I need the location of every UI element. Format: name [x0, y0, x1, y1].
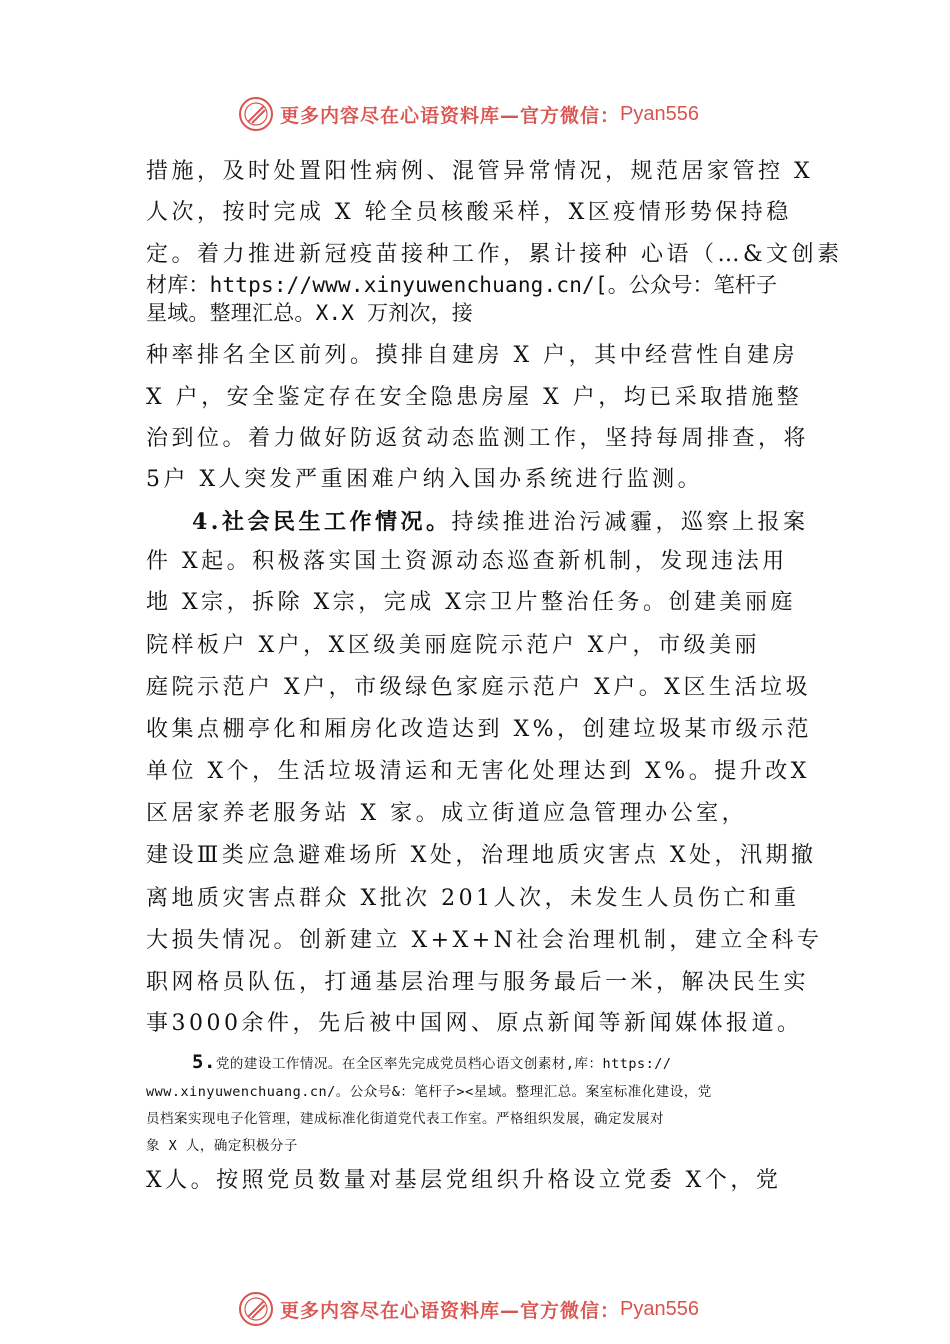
section-4-text: 持续推进治污减霾，巡察上报案 — [451, 510, 809, 535]
text-line: 单位 X个，生活垃圾清运和无害化处理达到 X%。提升改X — [146, 759, 810, 784]
logo-icon — [238, 1291, 274, 1327]
small-text-line: www.xinyuwenchuang.cn/。公众号&：笔杆子><星域。整理汇总。案室标准化建设，党 — [146, 1084, 712, 1100]
text-line: 区居家养老服务站 X 家。成立街道应急管理办公室， — [146, 801, 748, 826]
text-line: 地 X宗，拆除 X宗，完成 X宗卫片整治任务。创建美丽庭 — [146, 590, 796, 615]
footer-banner — [238, 1289, 758, 1329]
text-line: 措施，及时处置阳性病例、混管异常情况，规范居家管控 X — [146, 159, 814, 184]
logo-icon — [238, 96, 274, 132]
text-line: 件 X起。积极落实国土资源动态巡查新机制，发现违法用 — [146, 549, 788, 574]
small-text-line: 象 X 人，确定积极分子 — [146, 1138, 298, 1154]
text-line: 种率排名全区前列。摸排自建房 X 户，其中经营性自建房 — [146, 343, 799, 368]
text-line: 建设Ⅲ类应急避难场所 X处，治理地质灾害点 X处，汛期撤 — [146, 843, 817, 868]
footer-banner-text: 更多内容尽在心语资料库—官方微信： — [280, 1299, 621, 1322]
header-banner-text: 更多内容尽在心语资料库—官方微信： — [280, 104, 621, 127]
text-line: 事3000余件，先后被中国网、原点新闻等新闻媒体报道。 — [146, 1011, 803, 1036]
section-4-line — [192, 507, 808, 538]
text-line: 治到位。着力做好防返贫动态监测工作，坚持每周排查，将 — [146, 426, 810, 451]
text-line: 离地质灾害点群众 X批次 201人次，未发生人员伤亡和重 — [146, 886, 800, 911]
text-line: 材库：https://www.xinyuwenchuang.cn/[。公众号：笔杆子 — [146, 273, 778, 297]
text-line: 庭院示范户 X户，市级绿色家庭示范户 X户。X区生活垃圾 — [146, 675, 811, 700]
footer-wechat-id: Pyan556 — [620, 1297, 699, 1320]
text-line: 收集点棚亭化和厢房化改造达到 X%，创建垃圾某市级示范 — [146, 717, 813, 742]
text-line: 院样板户 X户，X区级美丽庭院示范户 X户，市级美丽 — [146, 633, 760, 658]
text-line: X人。按照党员数量对基层党组织升格设立党委 X个，党 — [146, 1168, 782, 1193]
section-5-text: 党的建设工作情况。在全区率先完成党员档心语文创素材,库：https:// — [215, 1056, 672, 1072]
text-line: 5户 X人突发严重困难户纳入国办系统进行监测。 — [146, 467, 704, 492]
section-5-line — [192, 1051, 672, 1075]
header-banner — [238, 94, 758, 134]
section-5-number: 5. — [192, 1051, 216, 1073]
section-4-heading: 4.社会民生工作情况。 — [192, 509, 452, 535]
text-line: 职网格员队伍，打通基层治理与服务最后一米，解决民生实 — [146, 970, 810, 995]
text-line: 定。着力推进新冠疫苗接种工作，累计接种 心语（…&文创素 — [146, 242, 843, 267]
text-line: 大损失情况。创新建立 X+X+N社会治理机制，建立全科专 — [146, 928, 823, 953]
text-line: X 户，安全鉴定存在安全隐患房屋 X 户，均已采取措施整 — [146, 385, 803, 410]
header-wechat-id: Pyan556 — [620, 102, 699, 125]
small-text-line: 员档案实现电子化管理，建成标准化街道党代表工作室。严格组织发展，确定发展对 — [146, 1111, 664, 1127]
text-line: 星域。整理汇总。X.X 万剂次，接 — [146, 301, 473, 325]
text-line: 人次，按时完成 X 轮全员核酸采样，X区疫情形势保持稳 — [146, 200, 792, 225]
